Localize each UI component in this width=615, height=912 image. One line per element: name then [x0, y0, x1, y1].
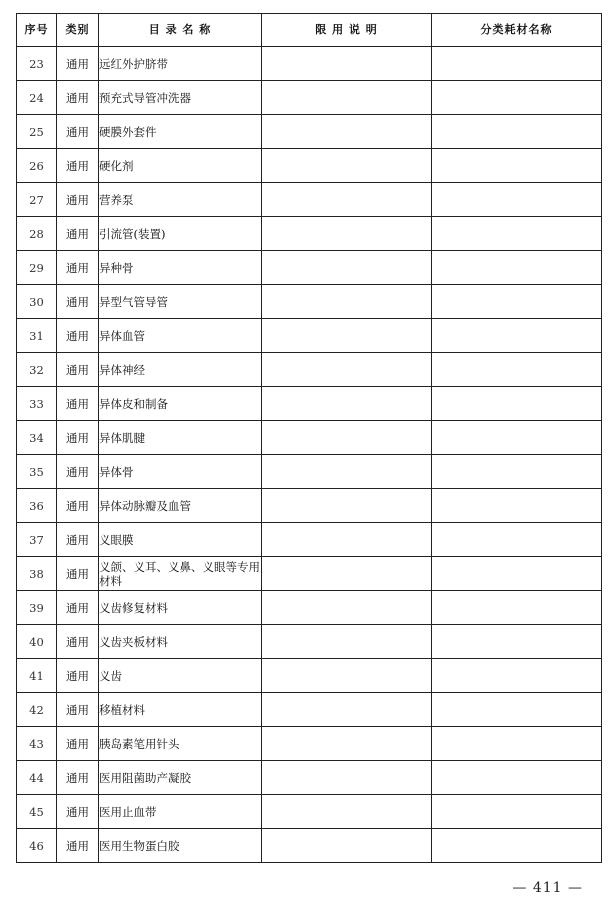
- cell-name: 医用止血带: [99, 795, 262, 829]
- cell-category: 通用: [57, 625, 99, 659]
- cell-index: 36: [17, 489, 57, 523]
- cell-restriction: [262, 659, 432, 693]
- table-row: [17, 455, 602, 489]
- cell-index: 32: [17, 353, 57, 387]
- cell-index: 38: [17, 557, 57, 591]
- cell-category: 通用: [57, 353, 99, 387]
- cell-restriction: [262, 319, 432, 353]
- cell-name: 异体骨: [99, 455, 262, 489]
- table-body: [17, 47, 602, 863]
- table-row: [17, 761, 602, 795]
- cell-name: 义齿夹板材料: [99, 625, 262, 659]
- cell-index: 37: [17, 523, 57, 557]
- cell-index: 33: [17, 387, 57, 421]
- cell-restriction: [262, 523, 432, 557]
- table-row: [17, 183, 602, 217]
- header-row: [17, 14, 602, 47]
- header-name: 目 录 名 称: [99, 14, 262, 47]
- cell-name: 义齿修复材料: [99, 591, 262, 625]
- table-row: [17, 829, 602, 863]
- cell-category: 通用: [57, 761, 99, 795]
- cell-category: 通用: [57, 47, 99, 81]
- cell-restriction: [262, 795, 432, 829]
- cell-category: 通用: [57, 795, 99, 829]
- cell-classification: [432, 693, 602, 727]
- cell-index: 35: [17, 455, 57, 489]
- cell-index: 23: [17, 47, 57, 81]
- cell-classification: [432, 761, 602, 795]
- cell-restriction: [262, 693, 432, 727]
- table-row: [17, 81, 602, 115]
- cell-category: 通用: [57, 115, 99, 149]
- cell-name: 异种骨: [99, 251, 262, 285]
- cell-classification: [432, 489, 602, 523]
- cell-classification: [432, 557, 602, 591]
- cell-index: 43: [17, 727, 57, 761]
- cell-classification: [432, 353, 602, 387]
- cell-classification: [432, 81, 602, 115]
- cell-classification: [432, 727, 602, 761]
- table-row: [17, 625, 602, 659]
- cell-name: 营养泵: [99, 183, 262, 217]
- cell-classification: [432, 251, 602, 285]
- cell-name: 义眼膜: [99, 523, 262, 557]
- cell-index: 34: [17, 421, 57, 455]
- cell-category: 通用: [57, 81, 99, 115]
- cell-classification: [432, 115, 602, 149]
- cell-index: 27: [17, 183, 57, 217]
- cell-index: 39: [17, 591, 57, 625]
- cell-category: 通用: [57, 829, 99, 863]
- cell-index: 40: [17, 625, 57, 659]
- table-row: [17, 285, 602, 319]
- cell-category: 通用: [57, 251, 99, 285]
- cell-classification: [432, 47, 602, 81]
- cell-restriction: [262, 625, 432, 659]
- table-row: [17, 489, 602, 523]
- cell-category: 通用: [57, 149, 99, 183]
- cell-name: 医用生物蛋白胶: [99, 829, 262, 863]
- table-row: [17, 217, 602, 251]
- table-row: [17, 795, 602, 829]
- table-row: [17, 523, 602, 557]
- cell-index: 24: [17, 81, 57, 115]
- cell-index: 42: [17, 693, 57, 727]
- cell-name: 预充式导管冲洗器: [99, 81, 262, 115]
- cell-classification: [432, 387, 602, 421]
- cell-name: 义齿: [99, 659, 262, 693]
- cell-classification: [432, 523, 602, 557]
- cell-category: 通用: [57, 693, 99, 727]
- cell-classification: [432, 659, 602, 693]
- cell-restriction: [262, 149, 432, 183]
- cell-name: 引流管(装置): [99, 217, 262, 251]
- cell-restriction: [262, 251, 432, 285]
- cell-category: 通用: [57, 455, 99, 489]
- cell-name: 异体动脉瓣及血管: [99, 489, 262, 523]
- cell-restriction: [262, 455, 432, 489]
- table-row: [17, 659, 602, 693]
- table-row: [17, 251, 602, 285]
- header-category: 类别: [57, 14, 99, 47]
- cell-name: 异体血管: [99, 319, 262, 353]
- cell-category: 通用: [57, 557, 99, 591]
- cell-classification: [432, 829, 602, 863]
- table-row: [17, 47, 602, 81]
- cell-restriction: [262, 47, 432, 81]
- table-row: [17, 387, 602, 421]
- cell-category: 通用: [57, 523, 99, 557]
- cell-classification: [432, 285, 602, 319]
- cell-category: 通用: [57, 387, 99, 421]
- cell-classification: [432, 455, 602, 489]
- cell-index: 29: [17, 251, 57, 285]
- cell-category: 通用: [57, 489, 99, 523]
- cell-name: 移植材料: [99, 693, 262, 727]
- table-row: [17, 149, 602, 183]
- cell-name: 医用阻菌助产凝胶: [99, 761, 262, 795]
- cell-name: 义颌、义耳、义鼻、义眼等专用材料: [99, 557, 262, 591]
- cell-restriction: [262, 81, 432, 115]
- cell-classification: [432, 149, 602, 183]
- cell-name: 硬膜外套件: [99, 115, 262, 149]
- cell-index: 31: [17, 319, 57, 353]
- cell-restriction: [262, 421, 432, 455]
- table-row: [17, 693, 602, 727]
- cell-restriction: [262, 115, 432, 149]
- table-row: [17, 353, 602, 387]
- cell-restriction: [262, 829, 432, 863]
- cell-name: 胰岛素笔用针头: [99, 727, 262, 761]
- cell-category: 通用: [57, 727, 99, 761]
- cell-index: 25: [17, 115, 57, 149]
- cell-name: 异型气管导管: [99, 285, 262, 319]
- cell-category: 通用: [57, 183, 99, 217]
- cell-classification: [432, 319, 602, 353]
- cell-category: 通用: [57, 421, 99, 455]
- header-index: 序号: [17, 14, 57, 47]
- catalog-table: [16, 13, 602, 863]
- cell-restriction: [262, 353, 432, 387]
- cell-index: 41: [17, 659, 57, 693]
- cell-classification: [432, 625, 602, 659]
- cell-index: 45: [17, 795, 57, 829]
- cell-restriction: [262, 217, 432, 251]
- cell-classification: [432, 795, 602, 829]
- table-row: [17, 319, 602, 353]
- cell-name: 硬化剂: [99, 149, 262, 183]
- cell-restriction: [262, 387, 432, 421]
- table-row: [17, 727, 602, 761]
- cell-category: 通用: [57, 217, 99, 251]
- table-row: [17, 115, 602, 149]
- cell-name: 异体神经: [99, 353, 262, 387]
- table-row: [17, 421, 602, 455]
- cell-restriction: [262, 183, 432, 217]
- cell-category: 通用: [57, 285, 99, 319]
- cell-category: 通用: [57, 659, 99, 693]
- cell-category: 通用: [57, 319, 99, 353]
- cell-index: 44: [17, 761, 57, 795]
- cell-restriction: [262, 761, 432, 795]
- cell-restriction: [262, 591, 432, 625]
- cell-name: 异体皮和制备: [99, 387, 262, 421]
- page-number: — 411 —: [512, 880, 583, 896]
- cell-index: 28: [17, 217, 57, 251]
- cell-index: 26: [17, 149, 57, 183]
- cell-restriction: [262, 727, 432, 761]
- cell-name: 异体肌腱: [99, 421, 262, 455]
- cell-restriction: [262, 557, 432, 591]
- cell-index: 30: [17, 285, 57, 319]
- cell-classification: [432, 183, 602, 217]
- header-restriction: 限 用 说 明: [262, 14, 432, 47]
- cell-classification: [432, 591, 602, 625]
- cell-restriction: [262, 489, 432, 523]
- cell-classification: [432, 217, 602, 251]
- table-row: [17, 591, 602, 625]
- table-row: [17, 557, 602, 591]
- cell-classification: [432, 421, 602, 455]
- cell-index: 46: [17, 829, 57, 863]
- cell-category: 通用: [57, 591, 99, 625]
- header-classification: 分类耗材名称: [432, 14, 602, 47]
- cell-name: 远红外护脐带: [99, 47, 262, 81]
- cell-restriction: [262, 285, 432, 319]
- table-header: [17, 14, 602, 47]
